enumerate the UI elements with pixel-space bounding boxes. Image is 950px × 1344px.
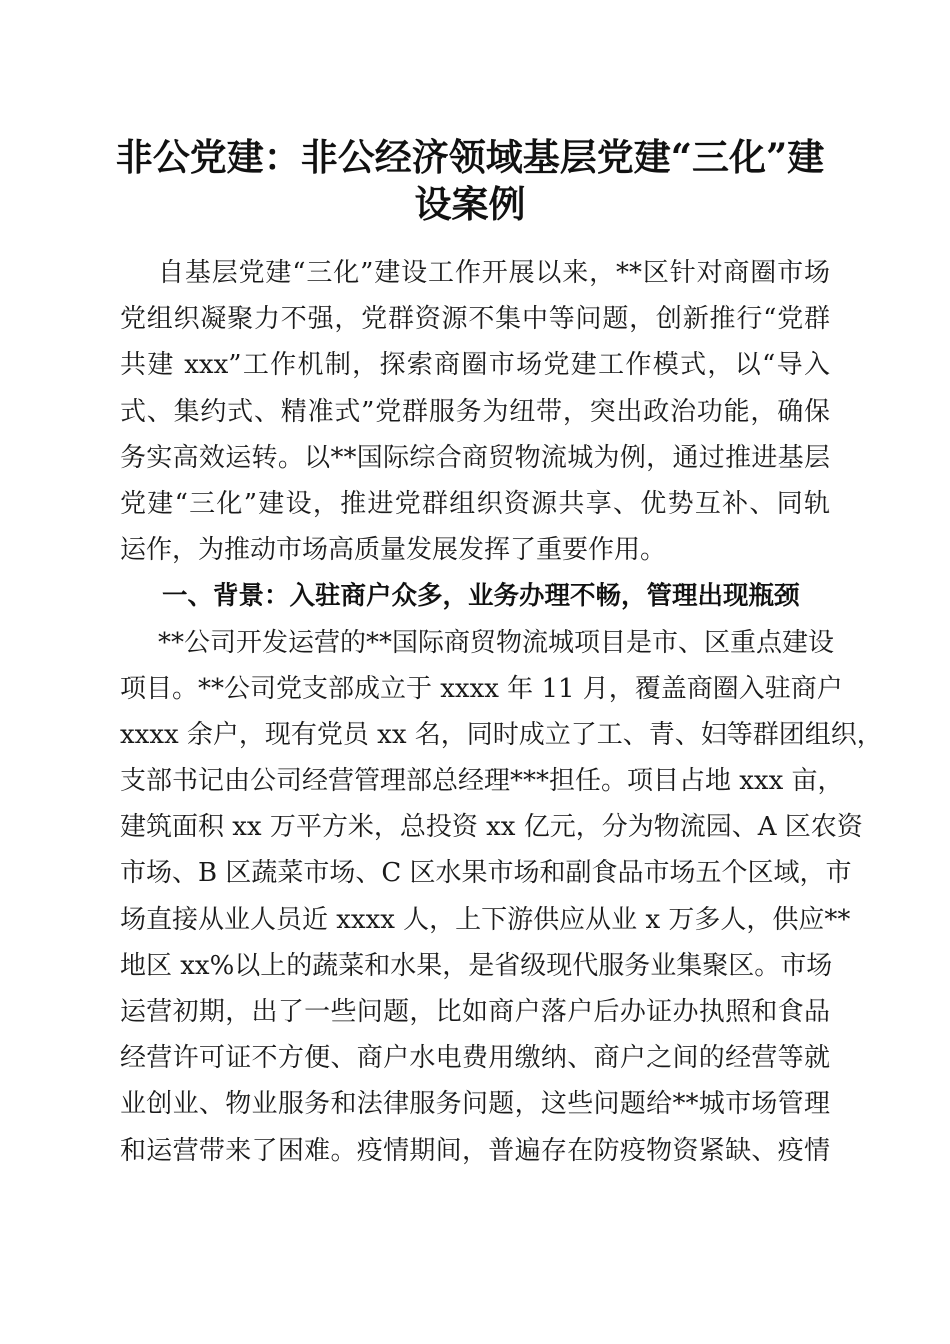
paragraph-line: 自基层党建“三化”建设工作开展以来，**区针对商圈市场 bbox=[158, 258, 830, 288]
paragraph-line: 式、集约式、精准式”党群服务为纽带，突出政治功能，确保 bbox=[120, 396, 830, 427]
paragraph-line: 党建“三化”建设，推进党群组织资源共享、优势互补、同轨 bbox=[120, 488, 830, 519]
paragraph-line: 场直接从业人员近 xxxx 人，上下游供应从业 x 万多人，供应** bbox=[120, 904, 851, 935]
intro-paragraph bbox=[120, 250, 830, 573]
title-line-1: 非公党建：非公经济领域基层党建“三化”建 bbox=[115, 135, 825, 179]
section-heading: 一、背景：入驻商户众多，业务办理不畅，管理出现瓶颈 bbox=[162, 581, 800, 612]
paragraph-line: 经营许可证不方便、商户水电费用缴纳、商户之间的经营等就 bbox=[120, 1043, 830, 1074]
background-paragraph bbox=[120, 620, 883, 1174]
paragraph-line: 党组织凝聚力不强，党群资源不集中等问题，创新推行“党群 bbox=[120, 304, 830, 335]
paragraph-line: xxxx 余户，现有党员 xx 名，同时成立了工、青、妇等群团组织， bbox=[120, 719, 883, 750]
document-body bbox=[120, 250, 883, 1174]
paragraph-line: 务实高效运转。以**国际综合商贸物流城为例，通过推进基层 bbox=[120, 442, 830, 473]
paragraph-line: 运作，为推动市场高质量发展发挥了重要作用。 bbox=[120, 535, 667, 566]
paragraph-line: 和运营带来了困难。疫情期间，普遍存在防疫物资紧缺、疫情 bbox=[120, 1135, 830, 1166]
document-title bbox=[112, 134, 828, 228]
title-line-2: 设案例 bbox=[414, 182, 526, 226]
paragraph-line: 业创业、物业服务和法律服务问题，这些问题给**城市场管理 bbox=[120, 1089, 830, 1120]
paragraph-line: 地区 xx%以上的蔬菜和水果，是省级现代服务业集聚区。市场 bbox=[120, 950, 833, 981]
paragraph-line: **公司开发运营的**国际商贸物流城项目是市、区重点建设 bbox=[158, 627, 835, 658]
paragraph-line: 运营初期，出了一些问题，比如商户落户后办证办执照和食品 bbox=[120, 997, 830, 1027]
paragraph-line: 市场、B 区蔬菜市场、C 区水果市场和副食品市场五个区域，市 bbox=[120, 858, 852, 889]
paragraph-line: 共建 xxx”工作机制，探索商圈市场党建工作模式，以“导入 bbox=[120, 350, 830, 381]
paragraph-line: 建筑面积 xx 万平方米，总投资 xx 亿元，分为物流园、A 区农资 bbox=[120, 812, 863, 843]
paragraph-line: 支部书记由公司经营管理部总经理***担任。项目占地 xxx 亩， bbox=[120, 766, 844, 797]
paragraph-line: 项目。**公司党支部成立于 xxxx 年 11 月，覆盖商圈入驻商户 bbox=[120, 673, 843, 704]
